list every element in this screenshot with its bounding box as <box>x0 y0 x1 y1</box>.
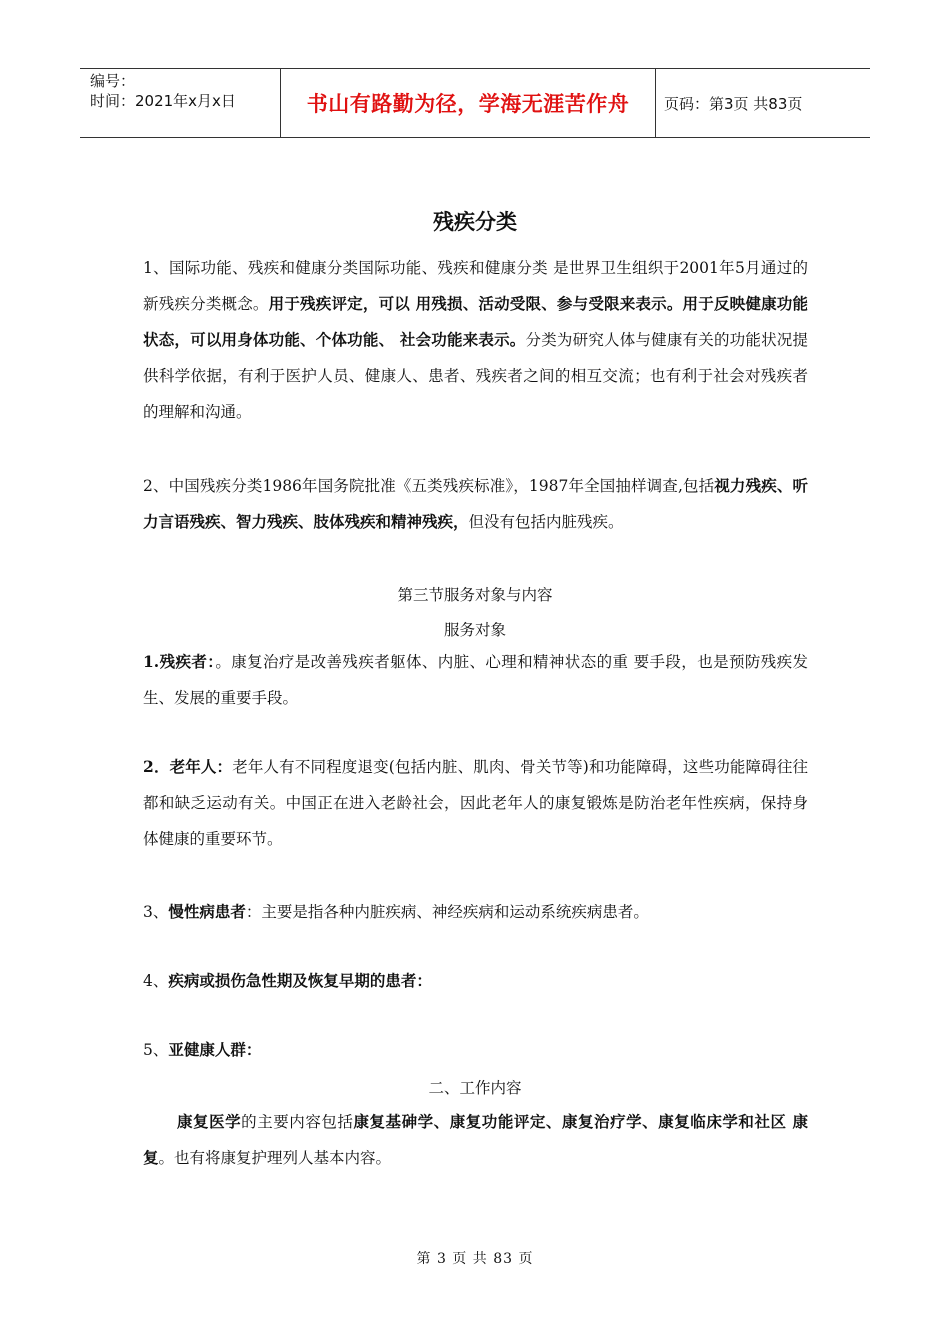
service-item-2 <box>143 749 808 857</box>
service-item-2-label: 2．老年人： <box>143 757 233 776</box>
work-bold-a: 康复医学 <box>177 1112 242 1131</box>
page-title: 残疾分类 <box>433 209 517 234</box>
service-item-4-num: 4、 <box>143 972 169 990</box>
paragraph-2-text-a: 2、中国残疾分类1986年国务院批准《五类残疾标准》，1987年全国抽样调查,包括 <box>143 477 715 495</box>
work-heading: 二、工作内容 <box>428 1079 522 1097</box>
service-item-5-label: 亚健康人群： <box>168 1040 262 1059</box>
number-label: 编号： <box>90 72 136 90</box>
header-meta <box>80 69 280 137</box>
sub-heading: 服务对象 <box>443 621 506 639</box>
work-text-a: 的主要内容包括 <box>241 1113 354 1131</box>
service-item-3 <box>143 894 808 930</box>
service-item-3-text: ：主要是指各种内脏疾病、神经疾病和运动系统疾病患者。 <box>245 903 649 921</box>
work-text-b: 。也有将康复护理列人基本内容。 <box>158 1149 392 1167</box>
service-item-1-label: 1.残疾者： <box>143 652 216 671</box>
document-header <box>80 68 870 138</box>
service-item-1 <box>143 644 808 716</box>
paragraph-1-text-a: 1、国际功能、残疾和健康分类国际功能、残疾和健康分类 是世界卫生组织于2001年5月通过的新残疾分类概念。 <box>143 259 808 313</box>
paragraph-2 <box>143 468 808 540</box>
header-page-label: 页码：第3页 共83页 <box>664 94 803 113</box>
paragraph-1-text-b: 分类为研究人体与健康有关的功能状况提供科学依据，有利于医护人员、健康人、患者、残疾者之间的相互交流；也有利于社会对残疾者的理解和沟通。 <box>143 331 808 421</box>
service-item-4-label: 疾病或损伤急性期及恢复早期的患者： <box>168 971 432 990</box>
service-item-5-num: 5、 <box>143 1041 169 1059</box>
service-item-3-num: 3、 <box>143 903 169 921</box>
section-heading: 第三节服务对象与内容 <box>397 586 553 604</box>
work-paragraph <box>143 1104 808 1176</box>
service-item-4 <box>143 963 808 999</box>
date-label: 时间：2021年x月x日 <box>90 92 236 110</box>
paragraph-1 <box>143 250 808 430</box>
paragraph-1-bold: 用于残疾评定，可以 用残损、活动受限、参与受限来表示。用于反映健康功能状态，可以用身体功能、个体功能、 社会功能来表示。 <box>143 294 808 349</box>
service-item-2-text: 老年人有不同程度退变(包括内脏、肌肉、骨关节等)和功能障碍，这些功能障碍往往都和缺乏运动有关。中国正在进入老龄社会，因此老年人的康复锻炼是防治老年性疾病，保持身体健康的重要环节。 <box>143 758 808 848</box>
paragraph-2-text-b: 但没有包括内脏残疾。 <box>468 513 624 531</box>
page-footer: 第 3 页 共 83 页 <box>416 1251 534 1267</box>
header-motto: 书山有路勤为径，学海无涯苦作舟 <box>280 69 656 137</box>
paragraph-2-bold: 视力残疾、听力言语残疾、智力残疾、肢体残疾和精神残疾， <box>143 476 808 531</box>
work-bold-b: 康复基砷学、康复功能评定、康复治疗学、康复临床学和社区 康复 <box>143 1112 808 1167</box>
service-item-5 <box>143 1032 808 1068</box>
service-item-1-text: 。康复治疗是改善残疾者躯体、内脏、心理和精神状态的重 要手段，也是预防残疾发生、发展的重要手段。 <box>143 653 808 707</box>
service-item-3-label: 慢性病患者 <box>168 902 246 921</box>
